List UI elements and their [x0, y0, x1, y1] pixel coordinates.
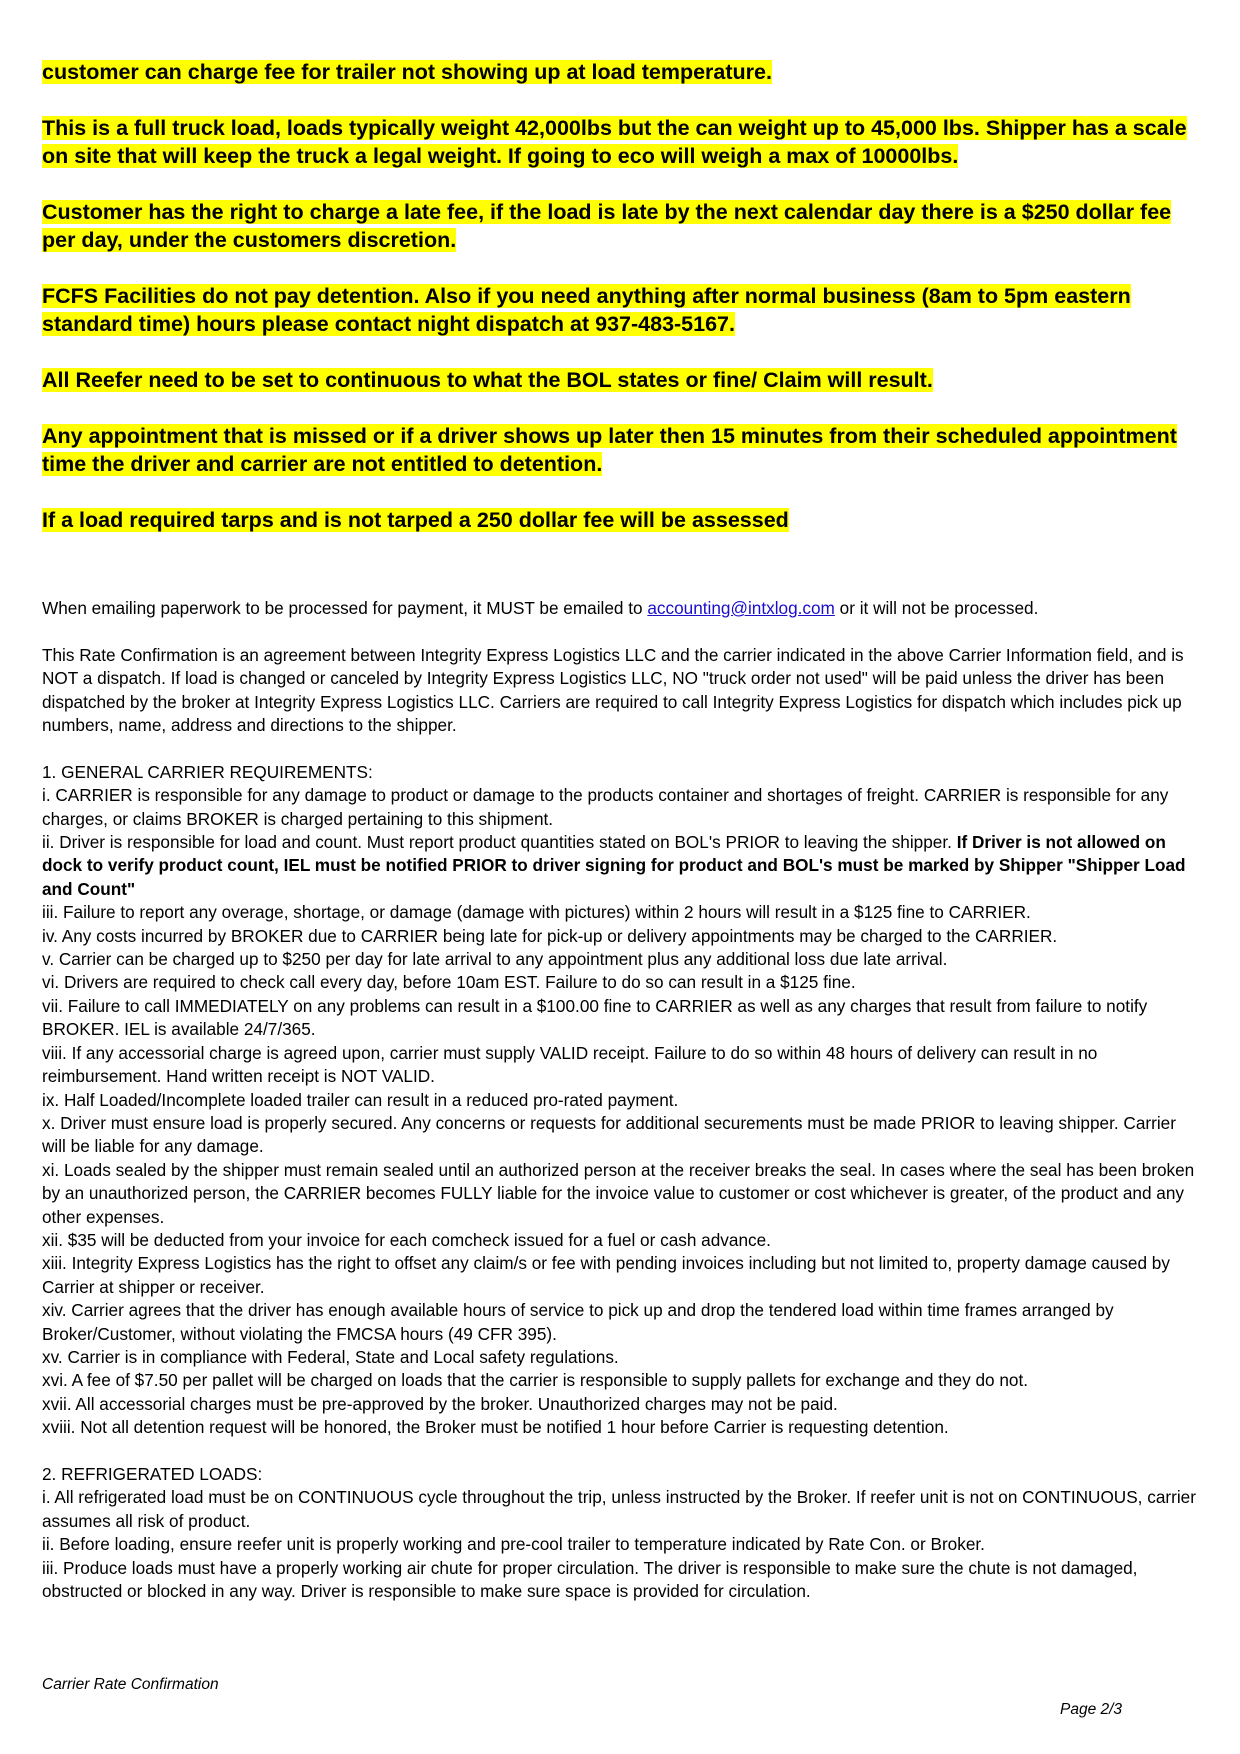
highlighted-note	[42, 58, 1202, 86]
section1-item: iii. Failure to report any overage, shortage, or damage (damage with pictures) within 2 hours will result in a $125 fine to CARRIER.	[42, 902, 1031, 923]
section1-item: viii. If any accessorial charge is agreed upon, carrier must supply VALID receipt. Failure to do so within 48 hours of delivery can result in no reimbursement. Hand written receipt is NOT VALID.	[42, 1042, 1098, 1087]
payment-notice	[42, 597, 1204, 620]
section1-item: xviii. Not all detention request will be honored, the Broker must be notified 1 hour before Carrier is requesting detention.	[42, 1417, 949, 1438]
section2-item: ii. Before loading, ensure reefer unit is properly working and pre-cool trailer to temperature indicated by Rate Con. or Broker.	[42, 1534, 985, 1555]
section1-items	[42, 901, 1204, 1439]
section1-item: v. Carrier can be charged up to $250 per day for late arrival to any appointment plus any additional loss due late arrival.	[42, 949, 948, 970]
section1-item: xiii. Integrity Express Logistics has the right to offset any claim/s or fee with pending invoices including but not limited to, property damage caused by Carrier at shipper or receiver.	[42, 1253, 1170, 1297]
highlighted-note-text: If a load required tarps and is not tarped a 250 dollar fee will be assessed	[42, 508, 789, 532]
highlighted-note	[42, 506, 1202, 534]
section1-item: xvii. All accessorial charges must be pre-approved by the broker. Unauthorized charges may not be paid.	[42, 1393, 838, 1414]
highlighted-note-text: All Reefer need to be set to continuous to what the BOL states or fine/ Claim will result.	[42, 368, 933, 392]
section1-item: xvi. A fee of $7.50 per pallet will be charged on loads that the carrier is responsible to supply pallets for exchange and they do not.	[42, 1370, 1029, 1391]
section2-heading: 2. REFRIGERATED LOADS:	[42, 1463, 263, 1484]
highlighted-note-text: This is a full truck load, loads typically weight 42,000lbs but the can weight up to 45,000 lbs. Shipper has a scale on site that will keep the truck a legal weight. If going to eco will weigh a max of 10000lbs.	[42, 116, 1187, 168]
section1-item: i. CARRIER is responsible for any damage to product or damage to the products container and shortages of freight. CARRIER is responsible for any charges, or claims BROKER is charged pertaining to this shipment.	[42, 785, 1169, 829]
footer-document-title: Carrier Rate Confirmation	[42, 1676, 219, 1693]
payment-notice-before: When emailing paperwork to be processed for payment, it MUST be emailed to	[42, 598, 648, 618]
section1-item: xv. Carrier is in compliance with Federal, State and Local safety regulations.	[42, 1346, 619, 1367]
section1-item: xii. $35 will be deducted from your invoice for each comcheck issued for a fuel or cash advance.	[42, 1229, 771, 1250]
section1-item	[42, 831, 1204, 901]
highlighted-note	[42, 366, 1202, 394]
section1-item: x. Driver must ensure load is properly secured. Any concerns or requests for additional securements must be made PRIOR to leaving shipper. Carrier will be liable for any damage.	[42, 1112, 1176, 1157]
section1-item-ii-bold-text: If Driver is not allowed on dock to verify product count, IEL must be notified PRIOR to driver signing for product and BOL's must be marked by Shipper "Shipper Load and Count"	[42, 832, 1186, 899]
section1-item: ix. Half Loaded/Incomplete loaded trailer can result in a reduced pro-rated payment.	[42, 1089, 679, 1110]
highlighted-note	[42, 114, 1202, 170]
payment-notice-after: or it will not be processed.	[834, 598, 1039, 618]
section1-item-ii-text: ii. Driver is responsible for load and count. Must report product quantities stated on BOL's PRIOR to leaving the shipper.	[42, 832, 957, 853]
highlighted-note-text: Any appointment that is missed or if a driver shows up later then 15 minutes from their scheduled appointment time the driver and carrier are not entitled to detention.	[42, 424, 1177, 476]
highlighted-note-text: FCFS Facilities do not pay detention. Also if you need anything after normal business (8am to 5pm eastern standard time) hours please contact night dispatch at 937-483-5167.	[42, 284, 1131, 336]
section1-item: vi. Drivers are required to check call every day, before 10am EST. Failure to do so can result in a $125 fine.	[42, 972, 856, 993]
highlighted-note-text: Customer has the right to charge a late fee, if the load is late by the next calendar day there is a $250 dollar fee per day, under the customers discretion.	[42, 200, 1172, 252]
section1-heading: 1. GENERAL CARRIER REQUIREMENTS:	[42, 761, 373, 782]
section1-item: vii. Failure to call IMMEDIATELY on any problems can result in a $100.00 fine to CARRIER as well as any charges that result from failure to notify BROKER. IEL is available 24/7/365.	[42, 995, 1148, 1040]
highlighted-note	[42, 282, 1202, 338]
terms-body	[42, 597, 1204, 1603]
highlighted-notes-list	[42, 58, 1202, 534]
section1-item: iv. Any costs incurred by BROKER due to CARRIER being late for pick-up or delivery appointments may be charged to the CARRIER.	[42, 925, 1058, 946]
section1-item: xiv. Carrier agrees that the driver has enough available hours of service to pick up and drop the tendered load within time frames arranged by Broker/Customer, without violating the FMCSA hours (49 CFR 395).	[42, 1300, 1114, 1344]
accounting-email-link[interactable]: accounting@intxlog.com	[647, 598, 835, 618]
section2-items	[42, 1486, 1204, 1603]
highlighted-note	[42, 422, 1202, 478]
highlighted-notes-section	[42, 58, 1202, 562]
agreement-paragraph: This Rate Confirmation is an agreement between Integrity Express Logistics LLC and the carrier indicated in the above Carrier Information field, and is NOT a dispatch. If load is changed or canceled by Integrity Express Logistics LLC, NO "truck order not used" will be paid unless the driver has been dispatched by the broker at Integrity Express Logistics LLC. Carriers are required to call Integrity Express Logistics for dispatch which includes pick up numbers, name, address and directions to the shipper.	[42, 644, 1184, 736]
highlighted-note	[42, 198, 1202, 254]
section1-item: xi. Loads sealed by the shipper must remain sealed until an authorized person at the receiver breaks the seal. In cases where the seal has been broken by an unauthorized person, the CARRIER becomes FULLY liable for the invoice value to customer or cost whichever is greater, of the product and any other expenses.	[42, 1159, 1195, 1227]
section2-item: iii. Produce loads must have a properly working air chute for proper circulation. The driver is responsible to make sure the chute is not damaged, obstructed or blocked in any way. Driver is responsible to make sure space is provided for circulation.	[42, 1557, 1138, 1602]
section2-item: i. All refrigerated load must be on CONTINUOUS cycle throughout the trip, unless instructed by the Broker. If reefer unit is not on CONTINUOUS, carrier assumes all risk of product.	[42, 1487, 1196, 1531]
footer-page-number: Page 2/3	[1060, 1701, 1123, 1718]
highlighted-note-text: customer can charge fee for trailer not showing up at load temperature.	[42, 60, 772, 84]
